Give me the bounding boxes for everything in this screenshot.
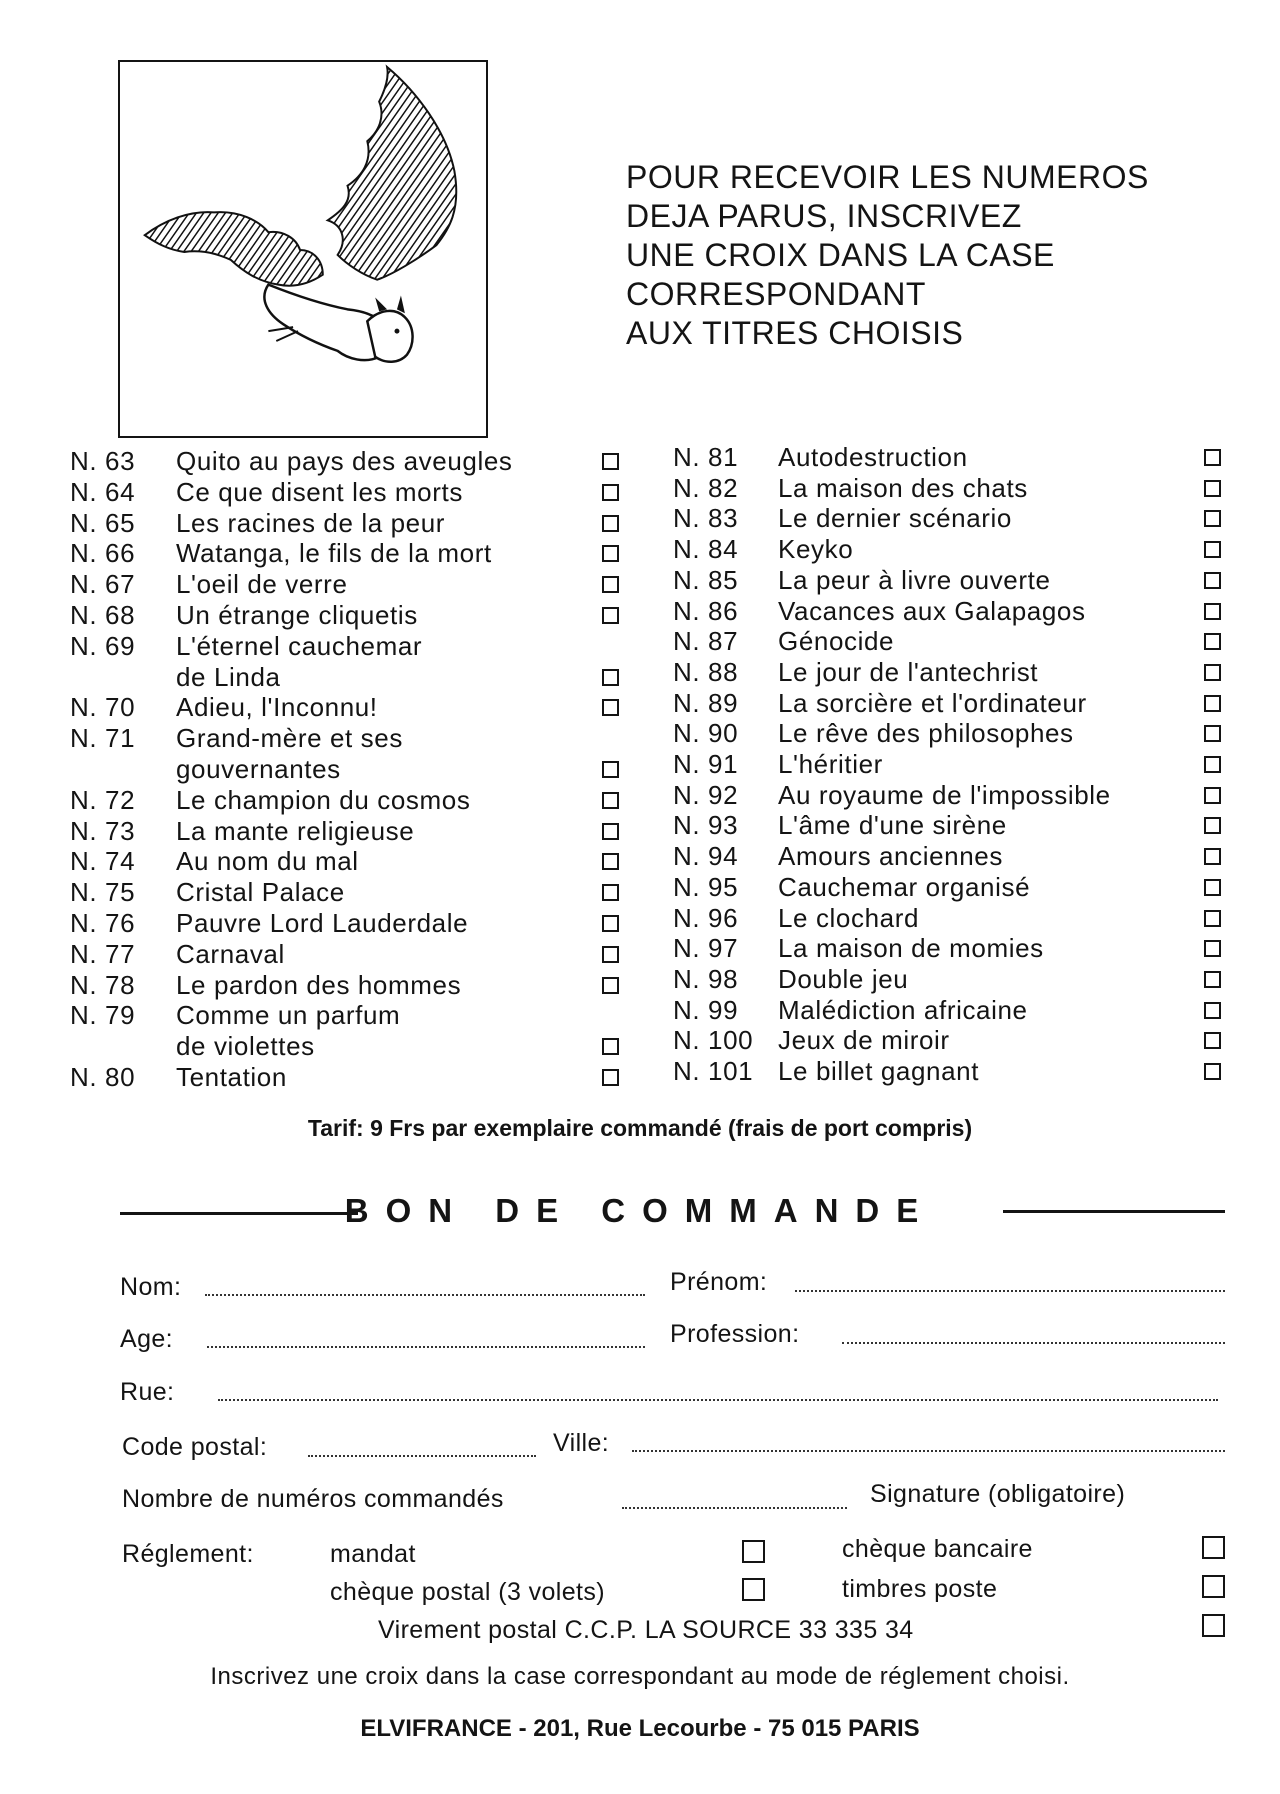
reglement-label: Réglement: — [122, 1540, 254, 1568]
issue-number: N. 71 — [70, 723, 136, 754]
intro-line: POUR RECEVOIR LES NUMEROS — [626, 159, 1149, 195]
ville-label: Ville: — [553, 1429, 610, 1457]
issue-number: N. 96 — [673, 902, 739, 933]
issue-title: L'héritier — [778, 749, 883, 779]
issue-title: Quito au pays des aveugles — [176, 446, 513, 476]
issue-number: N. 88 — [673, 656, 739, 687]
issue-number: N. 99 — [673, 994, 739, 1025]
issue-number: N. 70 — [70, 692, 136, 723]
issue-title: Adieu, l'Inconnu! — [176, 692, 378, 723]
issue-number: N. 74 — [70, 846, 136, 877]
cheque-bancaire-label: chèque bancaire — [842, 1535, 1033, 1563]
issue-title: Le dernier scénario — [778, 503, 1012, 534]
mandat-checkbox[interactable] — [742, 1540, 765, 1563]
issue-number: N. 75 — [70, 877, 136, 908]
cheque-postal-checkbox[interactable] — [742, 1578, 765, 1601]
issue-title: Jeux de miroir — [778, 1025, 950, 1056]
issue-title: Double jeu — [778, 963, 909, 994]
signature-label: Signature (obligatoire) — [870, 1480, 1126, 1508]
cheque-bancaire-checkbox[interactable] — [1202, 1536, 1225, 1559]
nom-field[interactable] — [205, 1294, 645, 1296]
age-label: Age: — [120, 1325, 174, 1353]
issue-title: Watanga, le fils de la mort — [176, 538, 492, 569]
intro-line: AUX TITRES CHOISIS — [626, 315, 964, 351]
virement-checkbox[interactable] — [1202, 1614, 1225, 1637]
timbres-label: timbres poste — [842, 1575, 998, 1603]
nombre-field[interactable] — [622, 1507, 847, 1509]
issue-title: Au royaume de l'impossible — [778, 779, 1111, 810]
issue-number: N. 87 — [673, 626, 739, 657]
issue-title: L'éternel cauchemar — [176, 630, 423, 661]
issue-title: Le billet gagnant — [778, 1056, 980, 1086]
issue-number: N. 79 — [70, 1000, 136, 1031]
issue-number: N. 72 — [70, 784, 136, 815]
timbres-checkbox[interactable] — [1202, 1575, 1225, 1598]
intro-line: CORRESPONDANT — [626, 276, 926, 312]
issue-number: N. 94 — [673, 841, 739, 872]
issue-number: N. 82 — [673, 472, 739, 503]
issue-title: Grand-mère et ses — [176, 723, 403, 754]
issue-title: Tentation — [176, 1062, 287, 1092]
issue-number: N. 76 — [70, 908, 136, 938]
rue-label: Rue: — [120, 1378, 175, 1406]
issue-number: N. 77 — [70, 938, 136, 969]
issue-number: N. 84 — [673, 534, 739, 565]
issue-title: Comme un parfum — [176, 1000, 401, 1031]
issue-title: La mante religieuse — [176, 815, 415, 846]
issue-title: Le rêve des philosophes — [778, 718, 1074, 749]
issue-number: N. 93 — [673, 810, 739, 841]
issue-title: Cauchemar organisé — [778, 871, 1031, 902]
issue-number: N. 92 — [673, 779, 739, 810]
nombre-label: Nombre de numéros commandés — [122, 1485, 504, 1513]
issue-number: N. 66 — [70, 538, 136, 569]
issue-title: Un étrange cliquetis — [176, 600, 418, 630]
issue-title: La sorcière et l'ordinateur — [778, 687, 1087, 718]
issue-title: La peur à livre ouverte — [778, 564, 1051, 595]
issue-number: N. 65 — [70, 507, 136, 538]
issue-number: N. 97 — [673, 933, 739, 964]
issue-title: Le clochard — [778, 902, 920, 933]
issue-title-continued: gouvernantes — [176, 754, 341, 784]
profession-field[interactable] — [842, 1342, 1225, 1344]
intro-line: UNE CROIX DANS LA CASE — [626, 237, 1055, 273]
issue-title: Le champion du cosmos — [176, 784, 471, 815]
order-form-title: BON DE COMMANDE — [344, 1192, 936, 1229]
rue-field[interactable] — [218, 1399, 1218, 1401]
mandat-label: mandat — [330, 1540, 416, 1568]
prenom-field[interactable] — [795, 1290, 1225, 1292]
issue-title: Amours anciennes — [778, 841, 1003, 872]
issue-title: Le pardon des hommes — [176, 969, 462, 1000]
virement-label: Virement postal C.C.P. LA SOURCE 33 335 34 — [378, 1616, 914, 1644]
issue-title-continued: de violettes — [176, 1031, 315, 1062]
issue-number: N. 100 — [673, 1025, 754, 1056]
prenom-label: Prénom: — [670, 1268, 768, 1296]
issue-number: N. 101 — [673, 1056, 754, 1086]
issue-title-continued: de Linda — [176, 661, 281, 692]
issue-number: N. 67 — [70, 569, 136, 600]
issue-number: N. 80 — [70, 1062, 136, 1092]
issue-number: N. 63 — [70, 446, 136, 476]
issue-number: N. 78 — [70, 969, 136, 1000]
code-postal-field[interactable] — [308, 1455, 536, 1457]
issue-title: Les racines de la peur — [176, 507, 446, 538]
profession-label: Profession: — [670, 1320, 800, 1348]
issue-title: Le jour de l'antechrist — [778, 656, 1039, 687]
intro-line: DEJA PARUS, INSCRIVEZ — [626, 198, 1022, 234]
issue-number: N. 69 — [70, 630, 136, 661]
issue-title: Vacances aux Galapagos — [778, 595, 1086, 626]
issue-number: N. 90 — [673, 718, 739, 749]
issue-title: Cristal Palace — [176, 877, 345, 908]
nom-label: Nom: — [120, 1273, 182, 1301]
issue-number: N. 83 — [673, 503, 739, 534]
tarif-text: Tarif: 9 Frs par exemplaire commandé (frais de port compris) — [307, 1115, 973, 1141]
issue-number: N. 68 — [70, 600, 136, 630]
issue-title: Au nom du mal — [176, 846, 359, 877]
issue-title: Autodestruction — [778, 442, 968, 472]
issue-number: N. 73 — [70, 815, 136, 846]
issue-title: L'oeil de verre — [176, 569, 348, 600]
issue-number: N. 64 — [70, 476, 136, 507]
issue-number: N. 98 — [673, 963, 739, 994]
issue-number: N. 95 — [673, 871, 739, 902]
issue-title: Pauvre Lord Lauderdale — [176, 908, 469, 938]
issue-number: N. 86 — [673, 595, 739, 626]
issue-title: La maison des chats — [778, 472, 1028, 503]
issue-title: Keyko — [778, 534, 854, 565]
issue-number: N. 81 — [673, 442, 739, 472]
code-postal-label: Code postal: — [122, 1433, 268, 1461]
issue-title: Carnaval — [176, 938, 285, 969]
payment-note: Inscrivez une croix dans la case correspondant au mode de réglement choisi. — [210, 1663, 1070, 1690]
issue-number: N. 85 — [673, 564, 739, 595]
cheque-postal-label: chèque postal (3 volets) — [330, 1578, 606, 1606]
issue-number: N. 91 — [673, 749, 739, 779]
publisher-address: ELVIFRANCE - 201, Rue Lecourbe - 75 015 PARIS — [360, 1715, 920, 1742]
issue-title: Malédiction africaine — [778, 994, 1028, 1025]
ville-field[interactable] — [632, 1450, 1225, 1452]
issue-title: Génocide — [778, 626, 895, 657]
issue-title: L'âme d'une sirène — [778, 810, 1007, 841]
issue-title: La maison de momies — [778, 933, 1044, 964]
age-field[interactable] — [207, 1346, 645, 1348]
issue-number: N. 89 — [673, 687, 739, 718]
issue-title: Ce que disent les morts — [176, 476, 463, 507]
